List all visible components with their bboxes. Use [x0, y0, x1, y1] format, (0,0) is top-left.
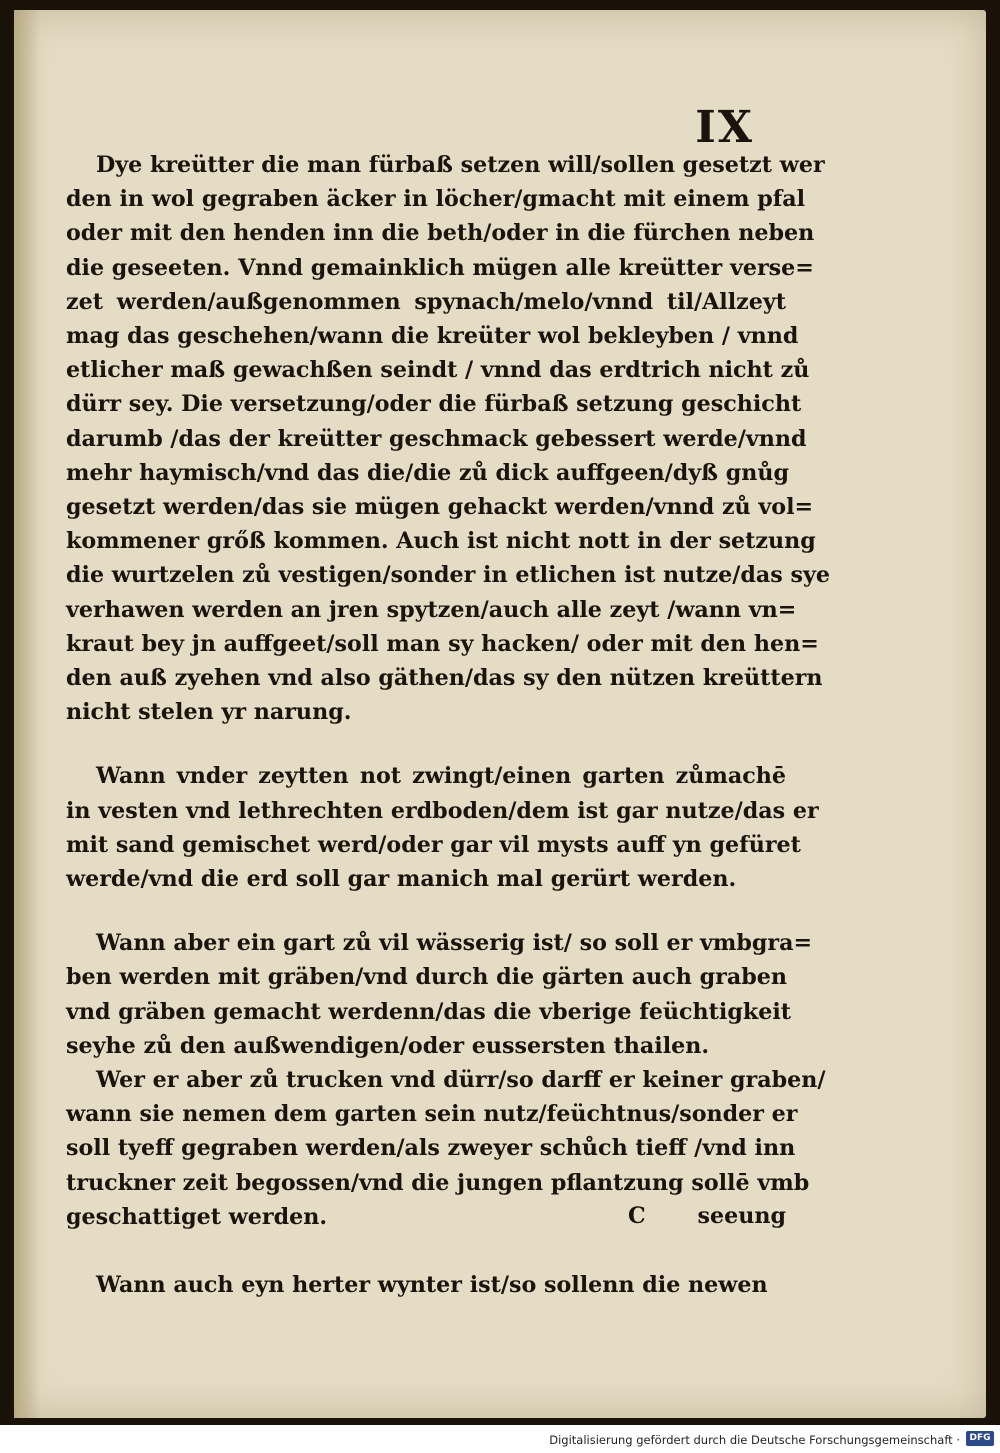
text-line: dürr sey. Die versetzung/oder die fürbaß setzung geschicht	[66, 391, 802, 418]
digitization-footer	[0, 1425, 1000, 1453]
text-line: die geseeten. Vnnd gemainklich mügen alle kreütter verse=	[66, 254, 814, 281]
text-line: Wer er aber zů trucken vnd dürr/so darff er keiner graben/	[96, 1067, 826, 1094]
book-page	[14, 10, 986, 1418]
text-line: in vesten vnd lethrechten erdboden/dem ist gar nutze/das er	[66, 797, 819, 824]
text-line: geschattiget werden.	[66, 1203, 328, 1230]
text-line: mehr haymisch/vnd das die/die zů dick auffgeen/dyß gnůg	[66, 459, 789, 486]
text-line: kraut bey jn auffgeet/soll man sy hacken/ oder mit den hen=	[66, 630, 819, 657]
text-line: Wann aber ein gart zů vil wässerig ist/ so soll er vmbgra=	[96, 930, 813, 957]
text-line: soll tyeff gegraben werden/als zweyer schůch tieff /vnd inn	[66, 1135, 796, 1162]
text-line: verhawen werden an jren spytzen/auch alle zeyt /wann vn=	[66, 596, 797, 623]
text-line: nicht stelen yr narung.	[66, 699, 352, 726]
text-line: werde/vnd die erd soll gar manich mal gerürt werden.	[66, 866, 737, 893]
text-line: mag das geschehen/wann die kreüter wol bekleyben / vnnd	[66, 323, 799, 350]
text-line: darumb /das der kreütter geschmack gebessert werde/vnnd	[66, 425, 807, 452]
page-edge-shadow	[14, 10, 40, 1418]
text-line: den auß zyehen vnd also gäthen/das sy den nützen kreüttern	[66, 665, 823, 692]
dfg-logo-icon: DFG	[966, 1431, 994, 1446]
text-line: Wann auch eyn herter wynter ist/so sollenn die newen	[96, 1272, 768, 1299]
text-line: zet werden/außgenommen spynach/melo/vnnd til/Allzeyt	[66, 288, 786, 315]
funding-credit: Digitalisierung gefördert durch die Deutsche Forschungsgemeinschaft ·	[549, 1433, 960, 1447]
text-line: die wurtzelen zů vestigen/sonder in etlichen ist nutze/das sye	[66, 562, 830, 589]
text-line: oder mit den henden inn die beth/oder in die fürchen neben	[66, 220, 815, 247]
text-line: truckner zeit begossen/vnd die jungen pflantzung sollē vmb	[66, 1169, 810, 1196]
folio-number: IX	[695, 102, 754, 153]
text-line: Wann vnder zeytten not zwingt/einen garten zůmachē	[96, 763, 786, 790]
text-line: den in wol gegraben äcker in löcher/gmacht mit einem pfal	[66, 186, 806, 213]
paragraph-3	[66, 926, 813, 1063]
body-text	[66, 148, 830, 1302]
catchword: seeung	[697, 1203, 786, 1229]
text-line: mit sand gemischet werd/oder gar vil mysts auff yn gefüret	[66, 831, 801, 858]
text-line: kommener grőß kommen. Auch ist nicht nott in der setzung	[66, 528, 816, 555]
signature-mark: C	[628, 1203, 646, 1229]
paragraph-5	[66, 1268, 786, 1302]
paragraph-1	[66, 148, 830, 729]
paragraph-2	[66, 759, 819, 896]
text-line: ben werden mit gräben/vnd durch die gärten auch graben	[66, 964, 787, 991]
text-line: vnd gräben gemacht werdenn/das die vberige feüchtigkeit	[66, 998, 792, 1025]
text-line: Dye kreütter die man fürbaß setzen will/sollen gesetzt wer	[96, 152, 825, 178]
text-line: wann sie nemen dem garten sein nutz/feüchtnus/sonder er	[66, 1101, 798, 1128]
text-line: gesetzt werden/das sie mügen gehackt werden/vnnd zů vol=	[66, 494, 814, 521]
page-foot-marks	[66, 1203, 786, 1235]
text-line: seyhe zů den außwendigen/oder eussersten thailen.	[66, 1032, 710, 1059]
text-line: etlicher maß gewachßen seindt / vnnd das erdtrich nicht zů	[66, 357, 810, 384]
